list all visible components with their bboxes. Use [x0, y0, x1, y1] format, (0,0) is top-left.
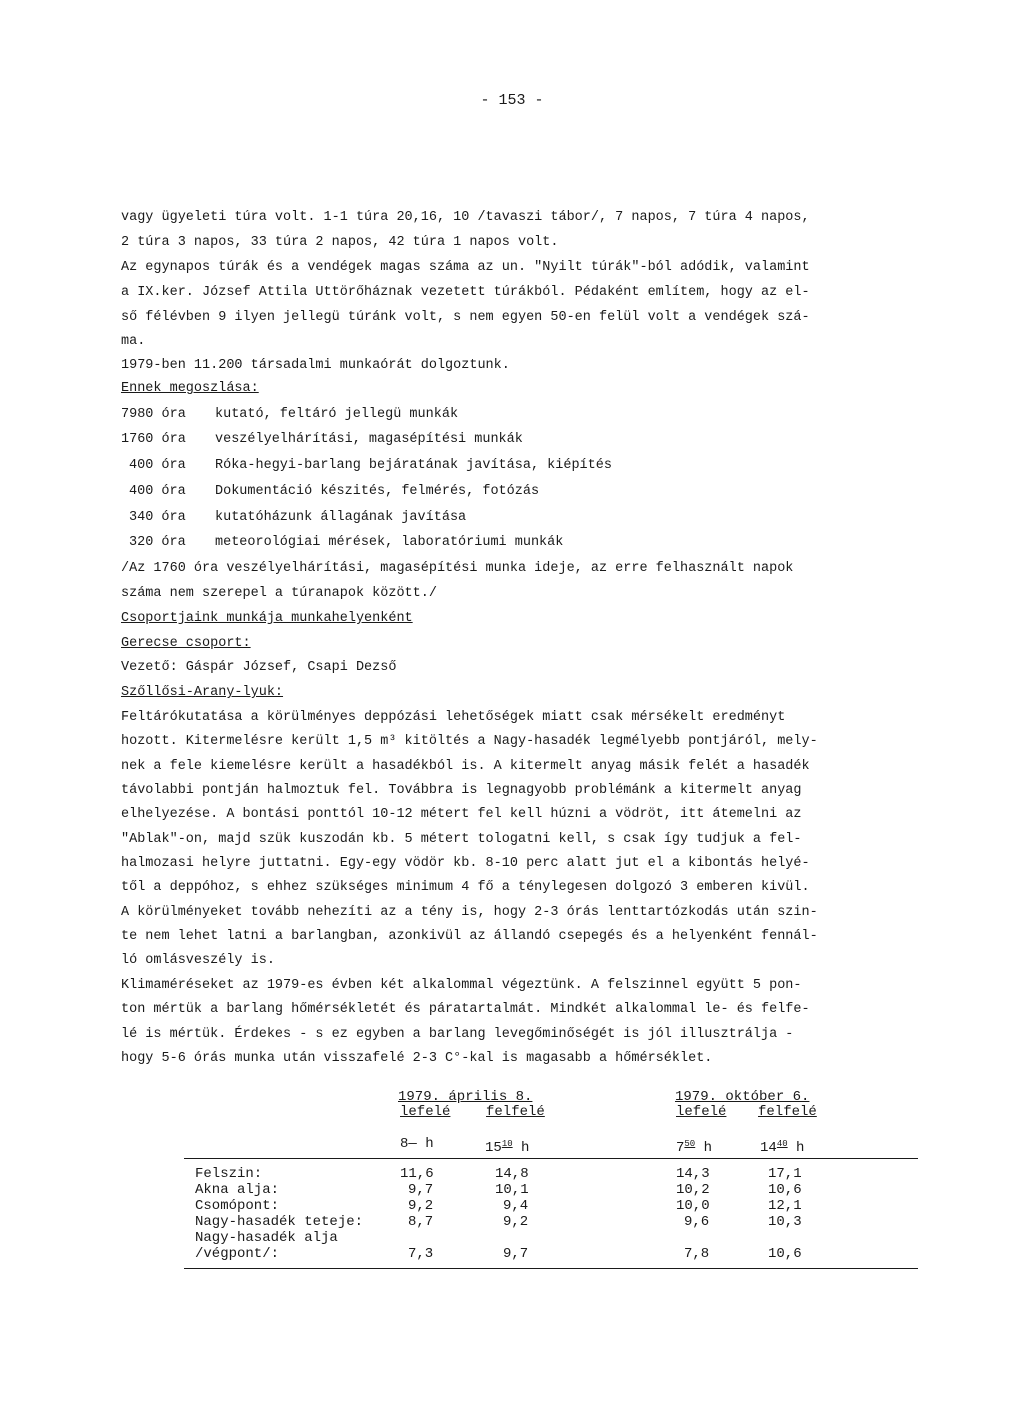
- task-label: meteorológiai mérések, laboratóriumi munkák: [215, 535, 564, 550]
- gerecse-heading: Gerecse csoport:: [121, 636, 251, 651]
- text-line: a IX.ker. József Attila Uttörőháznak vezetett túrákból. Pédaként említem, hogy az el-: [121, 285, 810, 300]
- table-cell: 12,1: [768, 1198, 802, 1214]
- groups-heading: Csoportjaink munkája munkahelyenként: [121, 611, 413, 626]
- page-number: - 153 -: [480, 92, 544, 109]
- hours-value: 1760 óra: [121, 432, 186, 447]
- text-line: te nem lehet latni a barlangban, azonkivül az állandó csepegés és a helyenként fennál-: [121, 929, 818, 944]
- distribution-item: [121, 534, 563, 552]
- table-cell: 7,8: [684, 1246, 710, 1262]
- task-label: Dokumentáció készités, felmérés, fotózás: [215, 484, 540, 499]
- table-cell: 10,2: [676, 1182, 710, 1198]
- table-cell: 9,7: [408, 1182, 434, 1198]
- table-cell: 14,3: [676, 1166, 710, 1182]
- time-unit: h: [796, 1140, 805, 1156]
- text-line: hogy 5-6 órás munka után visszafelé 2-3 C°-kal is magasabb a hőmérséklet.: [121, 1051, 713, 1066]
- table-cell: 9,2: [503, 1214, 529, 1230]
- direction-header: felfelé: [486, 1104, 545, 1120]
- table-cell: 10,6: [768, 1246, 802, 1262]
- table-cell: 11,6: [400, 1166, 434, 1182]
- text-line: elhelyezése. A bontási ponttól 10-12 métert fel kell húzni a vödröt, itt átemelni az: [121, 807, 802, 822]
- distribution-item: [121, 406, 458, 424]
- text-line: ton mértük a barlang hőmérsékletét és páratartalmát. Mindkét alkalommal le- és felfe-: [121, 1002, 810, 1017]
- table-cell: 9,2: [408, 1198, 434, 1214]
- table-cell: 10,3: [768, 1214, 802, 1230]
- time-minutes: 50: [684, 1139, 696, 1149]
- text-line: "Ablak"-on, majd szük kuszodán kb. 5 métert tologatni kell, s csak így tudjuk a fel-: [121, 832, 802, 847]
- task-label: veszélyelhárítási, magasépítési munkák: [215, 432, 523, 447]
- text-line: ló omlásveszély is.: [121, 953, 275, 968]
- table-cell: 8,7: [408, 1214, 434, 1230]
- direction-header: felfelé: [758, 1104, 817, 1120]
- row-label: /végpont/:: [195, 1246, 280, 1262]
- row-label: Nagy-hasadék teteje:: [195, 1214, 364, 1230]
- distribution-item: [121, 483, 539, 501]
- text-line: Az egynapos túrák és a vendégek magas száma az un. "Nyilt túrák"-ból adódik, valamint: [121, 260, 810, 275]
- time-unit: h: [703, 1140, 713, 1156]
- text-line: Klimaméréseket az 1979-es évben két alkalommal végeztünk. A felszinnel együtt 5 pon-: [121, 978, 802, 993]
- text-line: lé is mértük. Érdekes - s ez egyben a barlang levegőminőségét is jól illusztrálja -: [121, 1027, 794, 1042]
- text-line: 2 túra 3 napos, 33 túra 2 napos, 42 túra 1 napos volt.: [121, 235, 559, 250]
- distribution-item: [121, 457, 612, 475]
- table-cell: 10,6: [768, 1182, 802, 1198]
- time-minutes: 40: [776, 1139, 788, 1149]
- time-main: 14: [760, 1140, 777, 1156]
- cave-heading: Szőllősi-Arany-lyuk:: [121, 685, 284, 700]
- distribution-item: [121, 509, 466, 527]
- text-line: halmozasi helyre juttatni. Egy-egy vödör kb. 8-10 perc alatt jut el a kibontás helyé-: [121, 856, 810, 871]
- date-header: 1979. április 8.: [398, 1089, 533, 1105]
- table-cell: 17,1: [768, 1166, 802, 1182]
- note-line: száma nem szerepel a túranapok között./: [121, 586, 437, 601]
- hours-value: 320 óra: [129, 535, 186, 550]
- time-header: [676, 1136, 712, 1156]
- table-cell: 10,0: [676, 1198, 710, 1214]
- time-main: 7: [676, 1140, 685, 1156]
- table-cell: 7,3: [408, 1246, 434, 1262]
- time-header: [760, 1136, 804, 1156]
- text-line: távolabbi pontján halmoztuk fel. Továbbra is legnagyobb problémánk a kitermelt anyag: [121, 783, 802, 798]
- direction-header: lefelé: [676, 1104, 727, 1120]
- row-label: Csomópont:: [195, 1198, 280, 1214]
- date-header: 1979. október 6.: [675, 1089, 810, 1105]
- text-line: A körülményeket tovább nehezíti az a tény is, hogy 2-3 órás lenttartózkodás után szin-: [121, 905, 818, 920]
- table-cell: 9,4: [503, 1198, 529, 1214]
- text-line: nek a fele kiemelésre került a hasadékból is. A kitermelt anyag másik felét a hasadék: [121, 759, 810, 774]
- time-minutes: 10: [501, 1139, 513, 1149]
- row-label: Akna alja:: [195, 1182, 280, 1198]
- hours-value: 400 óra: [129, 484, 186, 499]
- text-line: től a deppóhoz, s ehhez szükséges minimum 4 fő a ténylegesen dolgozó 3 emberen kivül.: [121, 880, 810, 895]
- time-main: 15: [485, 1140, 502, 1156]
- time-unit: h: [521, 1140, 530, 1156]
- text-line: ső félévben 9 ilyen jellegü túránk volt, s nem egyen 50-en felül volt a vendégek szá-: [121, 310, 810, 325]
- table-rule-top: [184, 1158, 918, 1159]
- note-line: /Az 1760 óra veszélyelhárítási, magasépítési munka ideje, az erre felhasznált napok: [121, 561, 794, 576]
- table-cell: 9,6: [684, 1214, 710, 1230]
- table-rule-bottom: [184, 1268, 918, 1269]
- hours-value: 340 óra: [129, 510, 186, 525]
- text-line: ma.: [121, 334, 146, 349]
- distribution-heading: Ennek megoszlása:: [121, 381, 259, 396]
- text-line: vagy ügyeleti túra volt. 1-1 túra 20,16, 10 /tavaszi tábor/, 7 napos, 7 túra 4 napos,: [121, 210, 810, 225]
- time-main: 8— h: [400, 1136, 434, 1152]
- time-header: [485, 1136, 529, 1156]
- gerecse-leader: Vezető: Gáspár József, Csapi Dezső: [121, 660, 397, 675]
- text-line: hozott. Kitermelésre került 1,5 m³ kitöltés a Nagy-hasadék legmélyebb pontjáról, mely-: [121, 734, 818, 749]
- time-header: [400, 1136, 434, 1152]
- text-line: 1979-ben 11.200 társadalmi munkaórát dolgoztunk.: [121, 358, 510, 373]
- direction-header: lefelé: [400, 1104, 451, 1120]
- task-label: kutatóházunk állagának javítása: [215, 510, 467, 525]
- table-cell: 10,1: [495, 1182, 529, 1198]
- hours-value: 400 óra: [129, 458, 186, 473]
- hours-value: 7980 óra: [121, 407, 186, 422]
- table-cell: 14,8: [495, 1166, 529, 1182]
- distribution-item: [121, 431, 523, 449]
- task-label: Róka-hegyi-barlang bejáratának javítása, kiépítés: [215, 458, 612, 473]
- row-label: Nagy-hasadék alja: [195, 1230, 338, 1246]
- task-label: kutató, feltáró jellegü munkák: [215, 407, 459, 422]
- text-line: Feltárókutatása a körülményes deppózási lehetőségek miatt csak mérsékelt eredményt: [121, 710, 786, 725]
- row-label: Felszin:: [195, 1166, 263, 1182]
- table-cell: 9,7: [503, 1246, 529, 1262]
